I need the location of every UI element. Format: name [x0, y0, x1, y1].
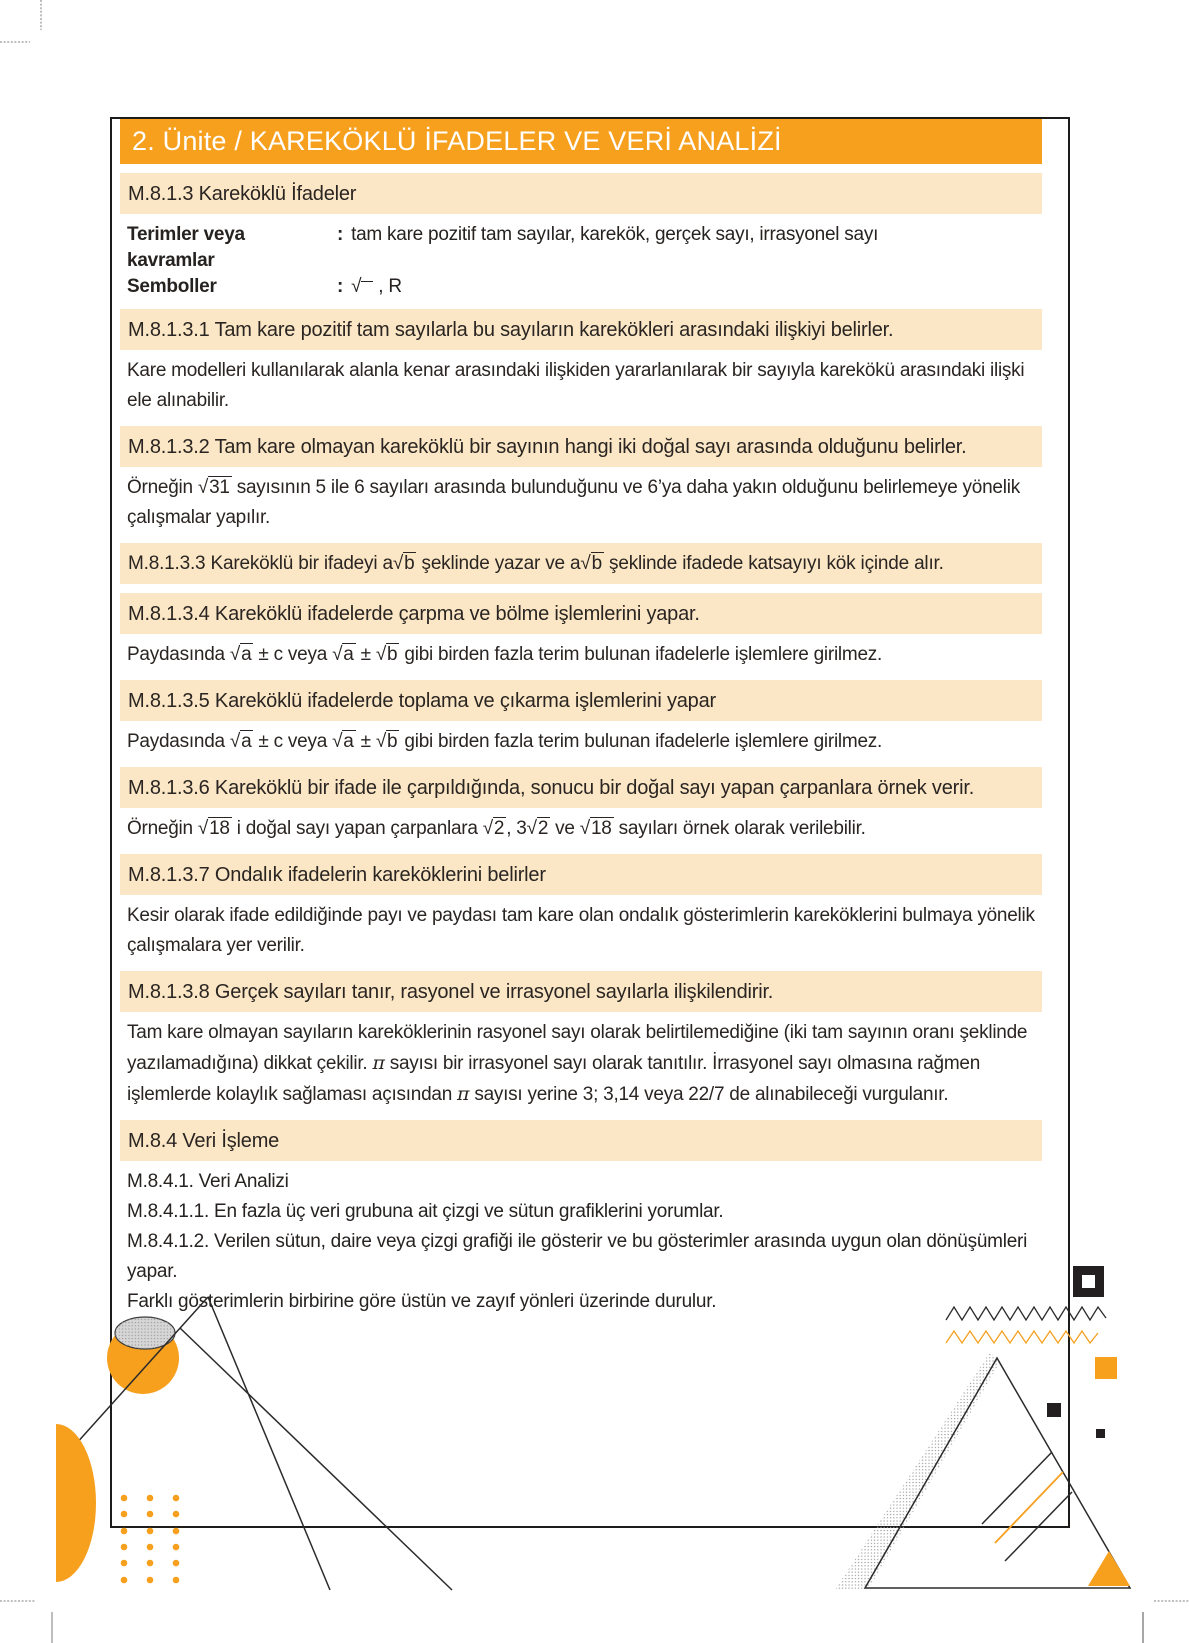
data-analysis-note: Farklı gösterimlerin birbirine göre üstün ve zayıf yönleri üzerinde durulur.: [127, 1291, 717, 1312]
objective-1-body: Kare modelleri kullanılarak alanla kenar arasındaki ilişkiden yararlanılarak bir sayıyla karekökü arasındaki ilişki ele alınabilir.: [127, 360, 1025, 411]
terms-block: [120, 222, 1042, 300]
unit-header-bar: [120, 119, 1042, 164]
content-frame: [110, 117, 1070, 1528]
objective-5-body: Paydasında √a ± c veya √a ± √b gibi birden fazla terim bulunan ifadelerle işlemlere girilmez.: [127, 731, 883, 752]
data-analysis-line-3: M.8.4.1.2. Verilen sütun, daire veya çizgi grafiği ile gösterir ve bu gösterimler arasında uygun olan dönüşümleri yapar.: [127, 1231, 1028, 1282]
objective-bar-8: [120, 971, 1042, 1012]
objective-1-heading: M.8.1.3.1 Tam kare pozitif tam sayılarla bu sayıların karekökleri arasındaki ilişkiyi belirler.: [128, 319, 894, 341]
data-analysis-line-2: M.8.4.1.1. En fazla üç veri grubuna ait çizgi ve sütun grafiklerini yorumlar.: [127, 1201, 724, 1222]
objective-6-body: Örneğin √18 i doğal sayı yapan çarpanlara √2 , 3√2 ve √18 sayıları örnek olarak verilebilir.: [127, 818, 866, 839]
content-column: [112, 119, 1068, 1317]
symbols-colon: :: [337, 276, 344, 297]
objective-5-heading: M.8.1.3.5 Kareköklü ifadelerde toplama ve çıkarma işlemlerini yapar: [128, 690, 716, 712]
objective-7-body: Kesir olarak ifade edildiğinde payı ve paydası tam kare olan ondalık gösterimlerin kareköklerini bulmaya yönelik çalışmalara yer verilir.: [127, 905, 1035, 956]
objective-bar-7: [120, 854, 1042, 895]
data-analysis-line-1: M.8.4.1. Veri Analizi: [127, 1171, 289, 1192]
objective-2-body: Örneğin √31 sayısının 5 ile 6 sayıları arasında bulunduğunu ve 6’ya daha yakın olduğunu belirlemeye yönelik çalışmalar yapılır.: [127, 477, 1020, 528]
data-processing-heading: M.8.4 Veri İşleme: [128, 1130, 280, 1152]
terms-label: Terimler veya kavramlar: [127, 224, 245, 271]
hollow-black-square: [1073, 1266, 1104, 1297]
unit-title: 2. Ünite / KAREKÖKLÜ İFADELER VE VERİ ANALİZİ: [132, 126, 782, 156]
orange-corner-triangle: [1088, 1551, 1130, 1586]
objective-6-heading: M.8.1.3.6 Kareköklü bir ifade ile çarpıldığında, sonucu bir doğal sayı yapan çarpanlara örnek verir.: [128, 777, 975, 799]
objective-bar-3: [120, 543, 1042, 584]
objective-8-heading: M.8.1.3.8 Gerçek sayıları tanır, rasyonel ve irrasyonel sayılarla ilişkilendirir.: [128, 981, 774, 1003]
terms-colon: :: [337, 224, 344, 245]
symbols-row: [127, 274, 1042, 300]
objective-2-heading: M.8.1.3.2 Tam kare olmayan kareköklü bir sayının hangi iki doğal sayı arasında olduğunu belirler.: [128, 436, 967, 458]
data-processing-bar: [120, 1120, 1042, 1161]
symbols-label: Semboller: [127, 276, 217, 297]
objective-bar-2: [120, 426, 1042, 467]
topic-title: M.8.1.3 Kareköklü İfadeler: [128, 183, 357, 205]
objective-7-heading: M.8.1.3.7 Ondalık ifadelerin kareköklerini belirler: [128, 864, 546, 886]
objective-bar-6: [120, 767, 1042, 808]
objective-4-heading: M.8.1.3.4 Kareköklü ifadelerde çarpma ve bölme işlemlerini yapar.: [128, 603, 700, 625]
tiny-black-square: [1096, 1429, 1105, 1438]
topic-bar: [120, 173, 1042, 214]
half-ellipse: [56, 1424, 96, 1582]
objective-4-body: Paydasında √a ± c veya √a ± √b gibi birden fazla terim bulunan ifadelerle işlemlere girilmez.: [127, 644, 883, 665]
objective-3-heading: M.8.1.3.3 Kareköklü bir ifadeyi a√b şeklinde yazar ve a√b şeklinde ifadede katsayıyı kök içinde alır.: [128, 553, 944, 574]
objective-bar-4: [120, 593, 1042, 634]
objective-bar-1: [120, 309, 1042, 350]
orange-square: [1095, 1357, 1117, 1379]
objective-8-body: Tam kare olmayan sayıların kareköklerinin rasyonel sayı olarak belirtilemediğine (iki tam sayının oranı şeklinde yazılamadığına) dikkat çekilir. π sayısı bir irrasyonel sayı olarak tanıtılır. İrrasyonel sayı olmasına rağmen işlemlerde kolaylık sağlaması açısından π sayısı yerine 3; 3,14 veya 22/7 de alınabileceği vurgulanır.: [127, 1022, 1028, 1105]
terms-row: [127, 222, 1042, 274]
terms-value: tam kare pozitif tam sayılar, karekök, gerçek sayı, irrasyonel sayı: [351, 224, 879, 245]
symbols-value: √ , R: [351, 276, 402, 297]
objective-bar-5: [120, 680, 1042, 721]
